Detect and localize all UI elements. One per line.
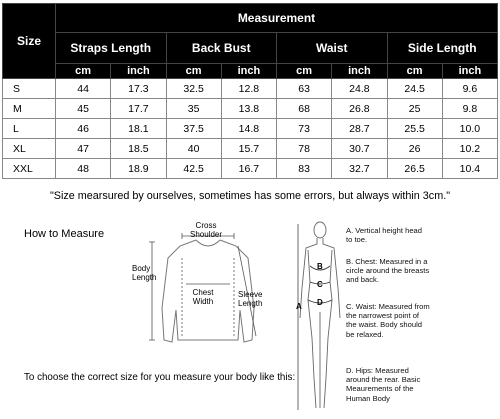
table-cell: 73	[277, 119, 332, 139]
table-cell: 18.5	[111, 139, 166, 159]
chest-width-label: Chest Width	[192, 288, 214, 306]
col-back-bust: Back Bust	[166, 33, 277, 64]
table-cell: 10.4	[442, 159, 497, 179]
size-label: M	[3, 99, 56, 119]
col-waist: Waist	[277, 33, 388, 64]
table-cell: 14.8	[221, 119, 276, 139]
size-label: L	[3, 119, 56, 139]
table-cell: 26.5	[387, 159, 442, 179]
table-cell: 37.5	[166, 119, 221, 139]
size-label: XL	[3, 139, 56, 159]
table-cell: 10.2	[442, 139, 497, 159]
table-cell: 26	[387, 139, 442, 159]
sleeve-length-label: Sleeve Length	[238, 290, 263, 308]
table-cell: 24.8	[332, 79, 387, 99]
col-side-length: Side Length	[387, 33, 498, 64]
table-cell: 78	[277, 139, 332, 159]
table-cell: 15.7	[221, 139, 276, 159]
table-cell: 18.1	[111, 119, 166, 139]
unit-cell: cm	[387, 64, 442, 79]
body-figure	[296, 218, 344, 418]
choose-size-text: To choose the correct size for you measure your body like this:	[24, 372, 296, 383]
guide-c-text: C. Waist: Measured from the narrowest point of the waist. Body should be relaxed.	[346, 302, 430, 339]
table-cell: 17.3	[111, 79, 166, 99]
table-row	[3, 159, 498, 179]
table-cell: 47	[56, 139, 111, 159]
col-straps-length: Straps Length	[56, 33, 167, 64]
table-cell: 68	[277, 99, 332, 119]
letter-d: D	[317, 298, 323, 307]
table-cell: 12.8	[221, 79, 276, 99]
unit-cell: inch	[442, 64, 497, 79]
table-cell: 24.5	[387, 79, 442, 99]
body-length-label: Body Length	[132, 264, 157, 282]
unit-cell: inch	[221, 64, 276, 79]
table-row	[3, 139, 498, 159]
table-cell: 48	[56, 159, 111, 179]
table-cell: 32.7	[332, 159, 387, 179]
guide-b-text: B. Chest: Measured in a circle around the breasts and back.	[346, 257, 430, 285]
table-cell: 42.5	[166, 159, 221, 179]
how-to-measure-title: How to Measure	[24, 228, 105, 240]
table-row	[3, 99, 498, 119]
table-cell: 40	[166, 139, 221, 159]
table-cell: 30.7	[332, 139, 387, 159]
table-cell: 63	[277, 79, 332, 99]
table-cell: 28.7	[332, 119, 387, 139]
table-cell: 44	[56, 79, 111, 99]
size-chart-table	[2, 3, 498, 179]
letter-b: B	[317, 262, 323, 271]
table-cell: 10.0	[442, 119, 497, 139]
size-label: XXL	[3, 159, 56, 179]
unit-cell: cm	[56, 64, 111, 79]
table-cell: 45	[56, 99, 111, 119]
size-header: Size	[3, 4, 56, 79]
table-cell: 17.7	[111, 99, 166, 119]
table-cell: 16.7	[221, 159, 276, 179]
cross-shoulder-label: Cross Shoulder	[189, 221, 223, 239]
table-cell: 25.5	[387, 119, 442, 139]
table-cell: 9.8	[442, 99, 497, 119]
table-cell: 46	[56, 119, 111, 139]
unit-cell: cm	[166, 64, 221, 79]
letter-a: A	[296, 302, 302, 311]
table-cell: 32.5	[166, 79, 221, 99]
table-row	[3, 119, 498, 139]
unit-cell: inch	[332, 64, 387, 79]
table-cell: 25	[387, 99, 442, 119]
size-note: "Size mearsured by ourselves, sometimes has some errors, but always within 3cm."	[49, 190, 451, 202]
table-row	[3, 79, 498, 99]
table-cell: 9.6	[442, 79, 497, 99]
table-cell: 13.8	[221, 99, 276, 119]
table-cell: 83	[277, 159, 332, 179]
guide-d-text: D. Hips: Measured around the rear. Basic Meaurements of the Human Body	[346, 366, 421, 403]
table-cell: 35	[166, 99, 221, 119]
letter-c: C	[317, 280, 323, 289]
size-label: S	[3, 79, 56, 99]
table-cell: 26.8	[332, 99, 387, 119]
table-cell: 18.9	[111, 159, 166, 179]
guide-a-text: A. Vertical height head to toe.	[346, 226, 422, 245]
unit-cell: inch	[111, 64, 166, 79]
measurement-header: Measurement	[56, 4, 498, 33]
unit-cell: cm	[277, 64, 332, 79]
